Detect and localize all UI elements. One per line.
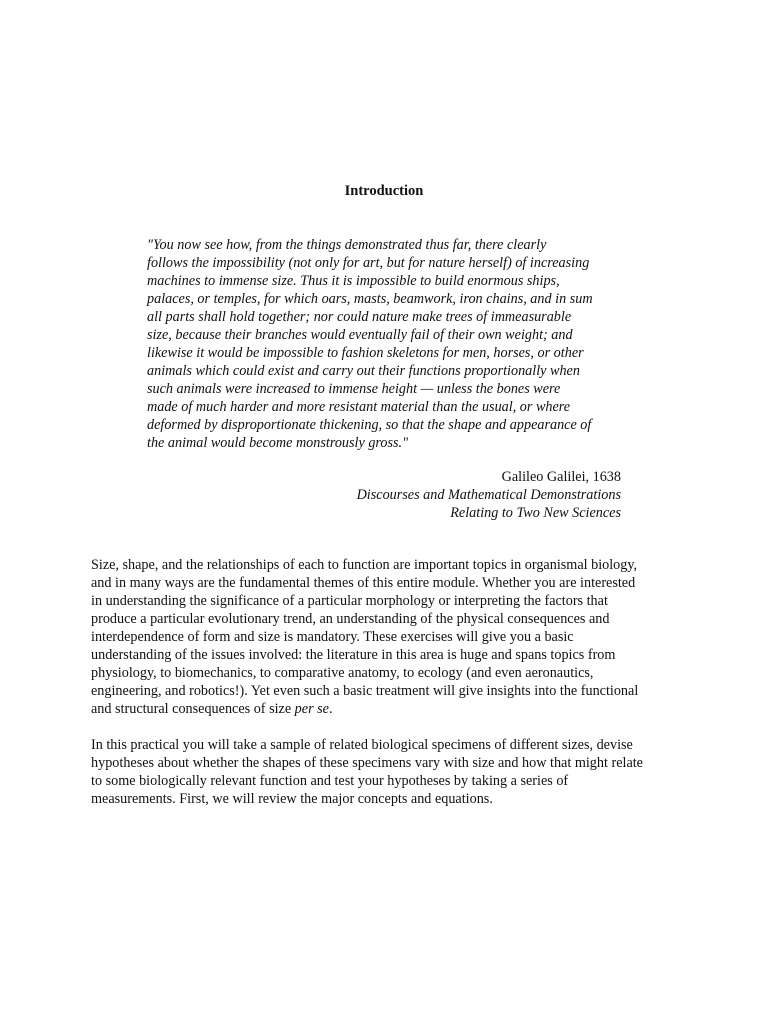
quote-line: such animals were increased to immense height — unless the bones were — [147, 381, 561, 397]
quote-line: animals which could exist and carry out their functions proportionally when — [147, 363, 580, 379]
quote-line: size, because their branches would eventually fail of their own weight; and — [147, 327, 573, 343]
body-paragraph-2 — [91, 736, 681, 808]
quote-line: deformed by disproportionate thickening, so that the shape and appearance of — [147, 417, 592, 433]
paragraph-line: measurements. First, we will review the major concepts and equations. — [91, 791, 493, 807]
quote-line: made of much harder and more resistant material than the usual, or where — [147, 399, 571, 415]
quote-line: the animal would become monstrously gross." — [147, 435, 409, 451]
last-line-text: and structural consequences of size — [91, 701, 295, 717]
quote-line: likewise it would be impossible to fashion skeletons for men, horses, or other — [147, 345, 584, 361]
paragraph-line: hypotheses about whether the shapes of these specimens vary with size and how that might relate — [91, 755, 643, 771]
paragraph-line: interdependence of form and size is mandatory. These exercises will give you a basic — [91, 629, 574, 645]
body-paragraph-1 — [91, 556, 681, 718]
quote-line: palaces, or temples, for which oars, masts, beamwork, iron chains, and in sum — [147, 291, 593, 307]
galileo-quote — [147, 236, 627, 452]
paragraph-line: produce a particular evolutionary trend, an understanding of the physical consequences and — [91, 611, 610, 627]
attribution-work-subtitle: Relating to Two New Sciences — [450, 505, 621, 521]
paragraph-line: physiology, to biomechanics, to comparative anatomy, to ecology (and even aeronautics, — [91, 665, 594, 681]
paragraph-line: Size, shape, and the relationships of each to function are important topics in organismal biology, — [91, 557, 638, 573]
paragraph-last-line — [91, 700, 681, 718]
paragraph-line: in understanding the significance of a particular morphology or interpreting the factors that — [91, 593, 608, 609]
paragraph-line: understanding of the issues involved: the literature in this area is huge and spans topics from — [91, 647, 616, 663]
attribution-work-title: Discourses and Mathematical Demonstrations — [356, 487, 621, 503]
quote-line: follows the impossibility (not only for art, but for nature herself) of increasing — [147, 255, 590, 271]
paragraph-line: In this practical you will take a sample of related biological specimens of different sizes, devise — [91, 737, 633, 753]
paragraph-line: engineering, and robotics!). Yet even such a basic treatment will give insights into the functional — [91, 683, 639, 699]
paragraph-line: to some biologically relevant function and test your hypotheses by taking a series of — [91, 773, 569, 789]
section-title: Introduction — [344, 183, 424, 199]
per-se-emphasis: per se — [294, 701, 329, 717]
quote-line: "You now see how, from the things demonstrated thus far, there clearly — [147, 237, 547, 253]
quote-line: all parts shall hold together; nor could nature make trees of immeasurable — [147, 309, 572, 325]
last-line-period: . — [328, 701, 333, 717]
quote-line: machines to immense size. Thus it is impossible to build enormous ships, — [147, 273, 560, 289]
quote-attribution — [300, 468, 621, 522]
attribution-author: Galileo Galilei, 1638 — [501, 469, 621, 485]
paragraph-line: and in many ways are the fundamental themes of this entire module. Whether you are interested — [91, 575, 636, 591]
